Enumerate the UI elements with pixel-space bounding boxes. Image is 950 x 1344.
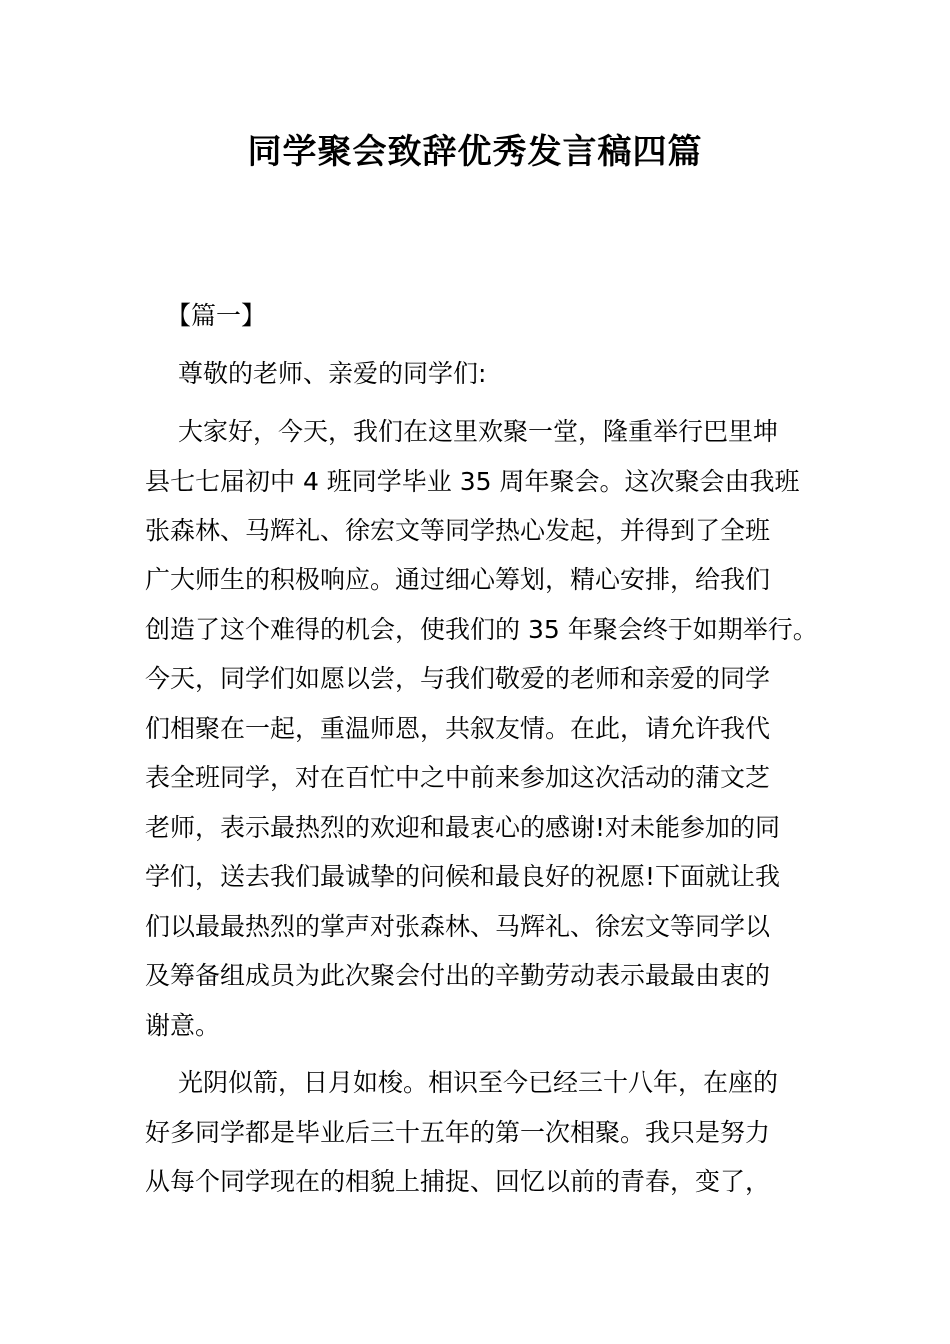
paragraph-line: 从每个同学现在的相貌上捕捉、回忆以前的青春，变了， bbox=[145, 1167, 771, 1196]
paragraph-line: 创造了这个难得的机会，使我们的 35 年聚会终于如期举行。 bbox=[145, 615, 818, 644]
paragraph-line: 学们，送去我们最诚挚的问候和最良好的祝愿!下面就让我 bbox=[145, 862, 781, 891]
paragraph-line: 好多同学都是毕业后三十五年的第一次相聚。我只是努力 bbox=[145, 1118, 771, 1147]
paragraph-line: 今天，同学们如愿以尝，与我们敬爱的老师和亲爱的同学 bbox=[145, 664, 771, 693]
paragraph-line: 表全班同学，对在百忙中之中前来参加这次活动的蒲文芝 bbox=[145, 763, 771, 792]
paragraph-line: 及筹备组成员为此次聚会付出的辛勤劳动表示最最由衷的 bbox=[145, 961, 771, 990]
paragraph-line: 广大师生的积极响应。通过细心筹划，精心安排，给我们 bbox=[145, 565, 771, 594]
document-title: 同学聚会致辞优秀发言稿四篇 bbox=[247, 132, 703, 172]
paragraph-line: 县七七届初中 4 班同学毕业 35 周年聚会。这次聚会由我班 bbox=[145, 467, 800, 496]
paragraph-line: 大家好，今天，我们在这里欢聚一堂，隆重举行巴里坤 bbox=[178, 417, 779, 446]
paragraph-line: 谢意。 bbox=[145, 1011, 221, 1040]
greeting-line: 尊敬的老师、亲爱的同学们: bbox=[178, 359, 487, 388]
paragraph-line: 张森林、马辉礼、徐宏文等同学热心发起，并得到了全班 bbox=[145, 516, 771, 545]
section-label: 【篇一】 bbox=[166, 301, 267, 330]
paragraph-line: 老师，表示最热烈的欢迎和最衷心的感谢!对未能参加的同 bbox=[145, 813, 781, 842]
paragraph-line: 们以最最热烈的掌声对张森林、马辉礼、徐宏文等同学以 bbox=[145, 912, 771, 941]
paragraph-line: 光阴似箭，日月如梭。相识至今已经三十八年，在座的 bbox=[178, 1068, 779, 1097]
paragraph-line: 们相聚在一起，重温师恩，共叙友情。在此，请允许我代 bbox=[145, 714, 771, 743]
